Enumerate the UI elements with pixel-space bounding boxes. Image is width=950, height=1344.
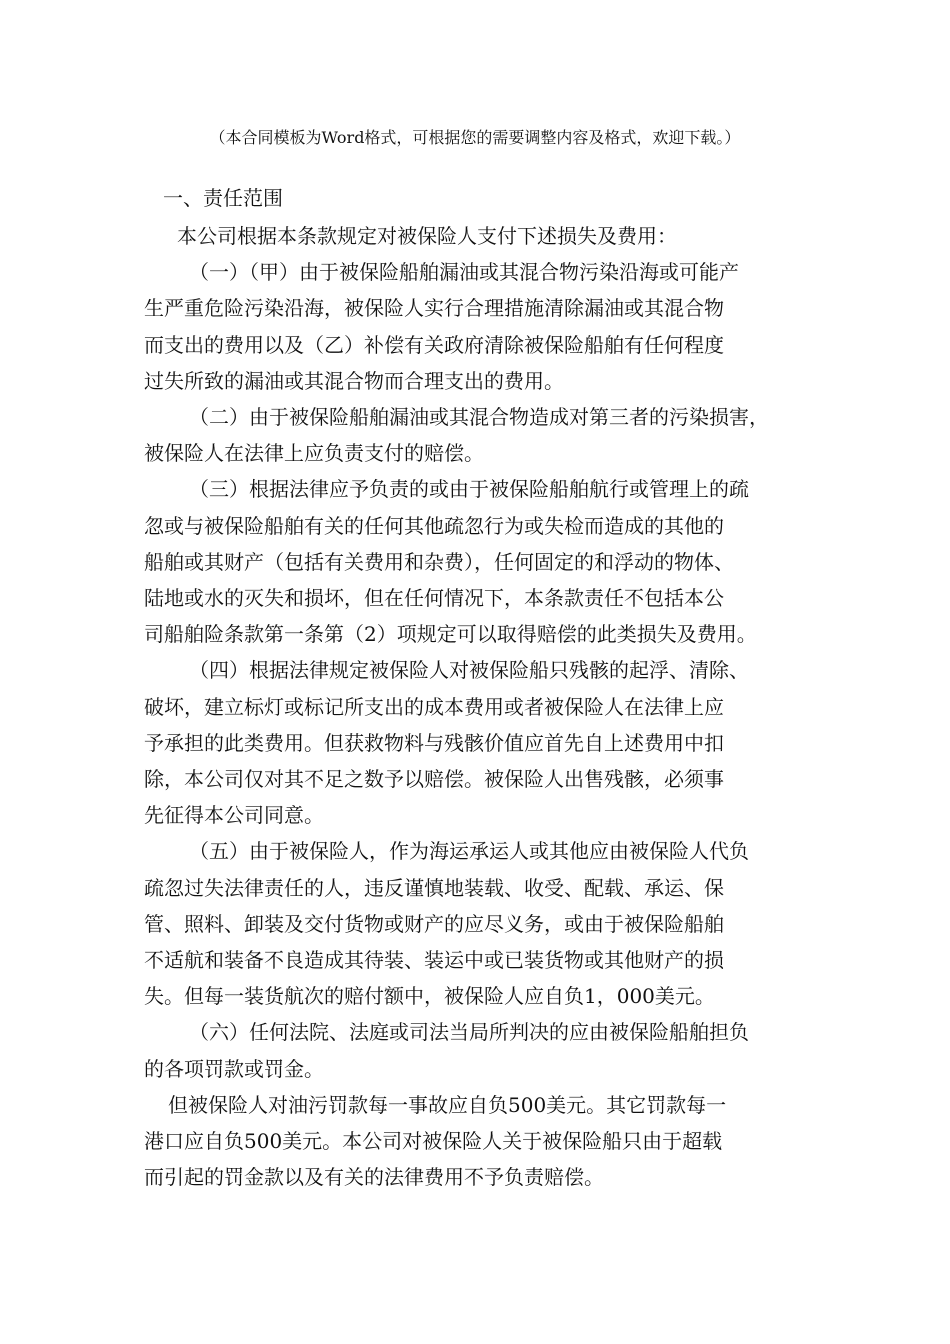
clause-4 bbox=[144, 652, 820, 833]
clause-line: 除，本公司仅对其不足之数予以赔偿。被保险人出售残骸，必须事 bbox=[144, 767, 724, 792]
template-note: （本合同模板为Word格式，可根据您的需要调整内容及格式，欢迎下载。） bbox=[209, 128, 741, 147]
clause-line: 失。但每一装货航次的赔付额中，被保险人应自负1，000美元。 bbox=[144, 984, 715, 1009]
document-body bbox=[144, 218, 820, 1195]
clause-line: 先征得本公司同意。 bbox=[144, 803, 324, 828]
closing-line: 而引起的罚金款以及有关的法律费用不予负责赔偿。 bbox=[144, 1165, 604, 1190]
clause-6 bbox=[144, 1014, 820, 1086]
clause-line: 司船舶险条款第一条第（2）项规定可以取得赔偿的此类损失及费用。 bbox=[144, 622, 757, 647]
clause-line: 陆地或水的灭失和损坏，但在任何情况下，本条款责任不包括本公 bbox=[144, 586, 724, 611]
intro-line: 本公司根据本条款规定对被保险人支付下述损失及费用： bbox=[177, 224, 677, 248]
section-heading: 一、责任范围 bbox=[163, 186, 283, 210]
clause-line: 过失所致的漏油或其混合物而合理支出的费用。 bbox=[144, 368, 564, 393]
clause-2 bbox=[144, 399, 820, 471]
clause-line: （四）根据法律规定被保险人对被保险船只残骸的起浮、清除、 bbox=[189, 658, 749, 683]
clause-line: 不适航和装备不良造成其待装、装运中或已装货物或其他财产的损 bbox=[144, 948, 724, 973]
clause-5 bbox=[144, 833, 820, 1014]
closing-paragraph bbox=[144, 1087, 820, 1196]
clause-line: 船舶或其财产（包括有关费用和杂费），任何固定的和浮动的物体、 bbox=[144, 549, 734, 574]
clause-line: （二）由于被保险船舶漏油或其混合物造成对第三者的污染损害， bbox=[189, 405, 769, 430]
clause-line: 而支出的费用以及（乙）补偿有关政府清除被保险船舶有任何程度 bbox=[144, 332, 724, 357]
closing-line: 但被保险人对油污罚款每一事故应自负500美元。其它罚款每一 bbox=[168, 1092, 727, 1117]
clause-1 bbox=[144, 254, 820, 399]
clause-line: （三）根据法律应予负责的或由于被保险船舶航行或管理上的疏 bbox=[189, 477, 749, 502]
clause-line: 的各项罚款或罚金。 bbox=[144, 1056, 324, 1081]
clause-line: （一）（甲）由于被保险船舶漏油或其混合物污染沿海或可能产 bbox=[189, 260, 739, 285]
clause-line: 管、照料、卸装及交付货物或财产的应尽义务，或由于被保险船舶 bbox=[144, 911, 724, 936]
clause-3 bbox=[144, 471, 820, 652]
clause-line: 生严重危险污染沿海，被保险人实行合理措施清除漏油或其混合物 bbox=[144, 296, 724, 321]
clause-line: 忽或与被保险船舶有关的任何其他疏忽行为或失检而造成的其他的 bbox=[144, 513, 724, 538]
clause-line: （五）由于被保险人，作为海运承运人或其他应由被保险人代负 bbox=[189, 839, 749, 864]
intro-paragraph bbox=[144, 218, 820, 254]
clause-line: 被保险人在法律上应负责支付的赔偿。 bbox=[144, 441, 484, 466]
clause-line: 破坏，建立标灯或标记所支出的成本费用或者被保险人在法律上应 bbox=[144, 694, 724, 719]
clause-line: 予承担的此类费用。但获救物料与残骸价值应首先自上述费用中扣 bbox=[144, 730, 724, 755]
clause-line: （六）任何法院、法庭或司法当局所判决的应由被保险船舶担负 bbox=[189, 1020, 749, 1045]
closing-line: 港口应自负500美元。本公司对被保险人关于被保险船只由于超载 bbox=[144, 1129, 723, 1154]
clause-line: 疏忽过失法律责任的人，违反谨慎地装载、收受、配载、承运、保 bbox=[144, 875, 724, 900]
